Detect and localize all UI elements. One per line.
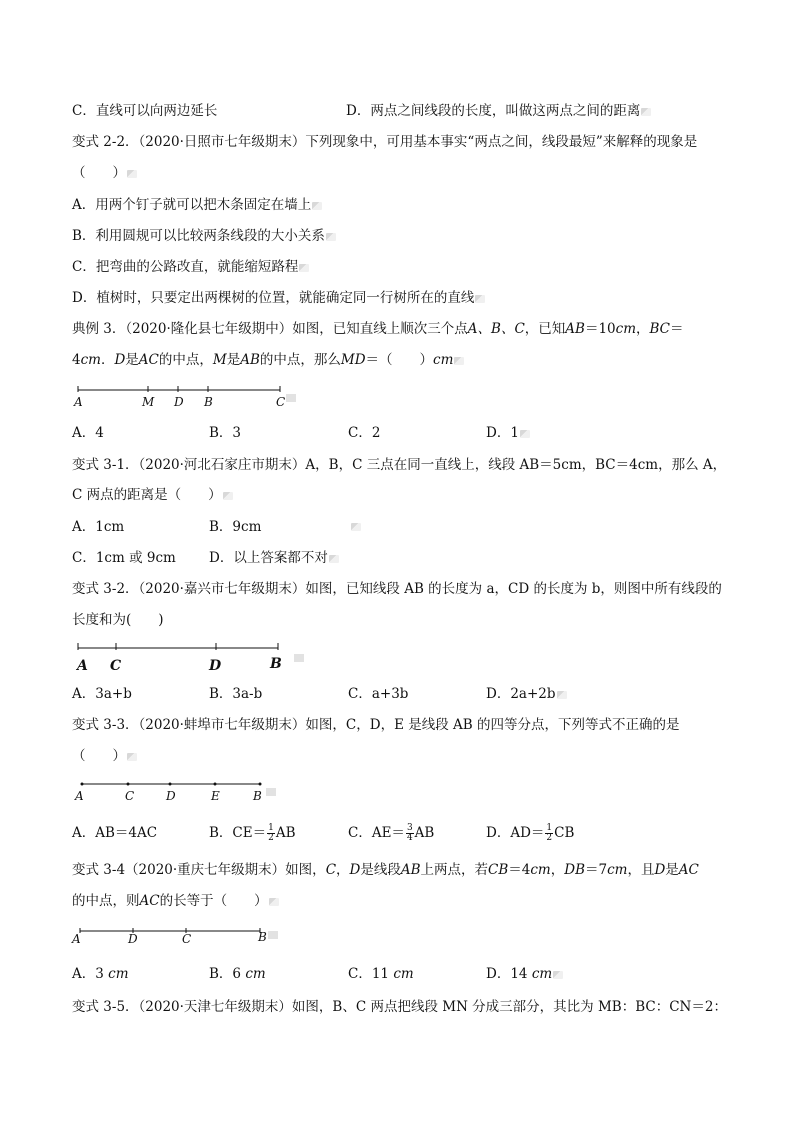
label-d: D (209, 658, 222, 674)
q33-stem-line1: 变式 3-3．（2020·蚌埠市七年级期末）如图，C，D，E 是线段 AB 的四等分点，下列等式不正确的是 (72, 717, 680, 733)
point-e (214, 783, 217, 786)
q32-figure (72, 640, 312, 674)
paragraph-mark-icon (223, 492, 233, 500)
q34-option-b: B．6 cm (209, 966, 266, 982)
q34-segment-diagram (72, 925, 292, 947)
q34-option-c: C．11 cm (348, 966, 414, 982)
label-d: D (166, 789, 176, 803)
paragraph-mark-icon (557, 691, 567, 699)
ex3-stem-line1: 典例 3．（2020·隆化县七年级期中）如图，已知直线上顺次三个点A、B、C，已知AB＝10cm，BC＝ (72, 321, 684, 337)
q33-stem-line2: （ ） (72, 747, 137, 765)
label-a: A (75, 789, 84, 803)
q33-option-d: D．AD＝ $\frac{1}{2}$ CB (486, 823, 575, 843)
q32-option-a: A．3a+b (72, 686, 132, 702)
point-b (259, 783, 262, 786)
label-a: A (74, 395, 83, 409)
label-a: A (72, 932, 81, 946)
point-c (127, 783, 130, 786)
q32-segment-diagram (72, 640, 312, 674)
label-c: C (276, 395, 286, 409)
q31-stem-line1: 变式 3-1．（2020·河北石家庄市期末）A，B，C 三点在同一直线上，线段 AB＝5cm，BC＝4cm，那么 A， (72, 457, 727, 473)
q22-option-a: A．用两个钉子就可以把木条固定在墙上 (72, 196, 322, 214)
label-c: C (125, 789, 135, 803)
label-m: M (142, 395, 155, 409)
paragraph-mark-icon (286, 394, 296, 402)
q33-option-b: B．CE＝ $\frac{1}{2}$ AB (209, 823, 296, 843)
paragraph-mark-icon (641, 108, 651, 116)
q22-option-d: D．植树时，只要定出两棵树的位置，就能确定同一行树所在的直线 (72, 289, 485, 307)
q33-option-c: C．AE＝ $\frac{3}{4}$ AB (348, 823, 435, 843)
paragraph-mark-icon (312, 202, 322, 210)
q34-option-a: A．3 cm (72, 966, 129, 982)
q35-stem-line1: 变式 3-5．（2020·天津七年级期末）如图，B、C 两点把线段 MN 分成三部分，其比为 MB：BC：CN＝2： (72, 999, 727, 1015)
ex3-option-d: D．1 (486, 424, 530, 442)
q31-stem-line2: C 两点的距离是（ ） (72, 486, 233, 504)
q34-option-d: D．14 cm (486, 965, 563, 983)
paragraph-mark-icon (127, 753, 137, 761)
paragraph-mark-icon (127, 170, 137, 178)
fraction: $\frac{1}{2}$ (546, 823, 553, 843)
label-d: D (128, 932, 138, 946)
q22-option-c: C．把弯曲的公路改直，就能缩短路程 (72, 258, 309, 276)
q34-stem-line2: 的中点，则AC的长等于（ ） (72, 892, 279, 910)
q34-stem-line1: 变式 3-4（2020·重庆七年级期末）如图，C，D是线段AB上两点，若CB＝4cm，DB＝7cm，且D是AC (72, 862, 699, 878)
q33-segment-diagram (72, 778, 282, 804)
label-a: A (77, 658, 88, 674)
label-e: E (211, 789, 220, 803)
paragraph-mark-icon (294, 654, 304, 662)
paragraph-mark-icon (326, 233, 336, 241)
paragraph-mark-icon (269, 898, 279, 906)
ex3-option-a: A．4 (72, 425, 104, 441)
label-b: B (204, 395, 213, 409)
ex3-option-c: C．2 (348, 425, 381, 441)
label-b: B (258, 930, 267, 944)
q22-stem-line1: 变式 2-2．（2020·日照市七年级期末）下列现象中，可用基本事实“两点之间，线段最短”来解释的现象是 (72, 134, 698, 150)
paragraph-mark-icon (266, 788, 276, 796)
fraction: $\frac{1}{2}$ (268, 823, 274, 843)
ex3-option-b: B．3 (209, 425, 242, 441)
q31-option-b: B．9cm (209, 519, 262, 535)
option-d: D．两点之间线段的长度，叫做这两点之间的距离 (346, 102, 651, 120)
label-d: D (174, 395, 184, 409)
q33-figure (72, 778, 282, 804)
q22-option-b: B．利用圆规可以比较两条线段的大小关系 (72, 227, 336, 245)
q32-option-d: D．2a+2b (486, 685, 567, 703)
q32-option-b: B．3a-b (209, 686, 263, 702)
paragraph-mark-icon (351, 523, 361, 531)
ex3-figure (72, 384, 302, 410)
fraction: $\frac{3}{4}$ (406, 823, 413, 843)
ex3-segment-diagram (72, 384, 302, 410)
q33-option-a: A．AB＝4AC (72, 825, 158, 841)
q22-stem-line2: （ ） (72, 164, 137, 182)
label-c: C (182, 932, 192, 946)
point-a (81, 783, 84, 786)
paragraph-mark-icon (329, 555, 339, 563)
q32-option-c: C．a+3b (348, 686, 409, 702)
ex3-stem-line2: 4cm．D是AC的中点，M是AB的中点，那么MD＝（ ）cm (72, 351, 464, 369)
paragraph-mark-icon (520, 430, 530, 438)
option-c: C．直线可以向两边延长 (72, 103, 218, 119)
q32-stem-line2: 长度和为( ) (72, 612, 164, 628)
label-c: C (110, 658, 122, 674)
point-d (169, 783, 172, 786)
paragraph-mark-icon (475, 295, 485, 303)
label-b: B (270, 656, 282, 672)
label-b: B (253, 789, 262, 803)
paragraph-mark-icon (454, 357, 464, 365)
q31-option-c: C．1cm 或 9cm (72, 550, 176, 566)
q32-stem-line1: 变式 3-2．（2020·嘉兴市七年级期末）如图，已知线段 AB 的长度为 a，CD 的长度为 b，则图中所有线段的 (72, 581, 722, 597)
paragraph-mark-icon (268, 931, 278, 939)
q31-option-d: D．以上答案都不对 (209, 549, 339, 567)
paragraph-mark-icon (553, 971, 563, 979)
q34-figure (72, 925, 292, 947)
paragraph-mark-icon (299, 264, 309, 272)
q31-option-a: A．1cm (72, 519, 125, 535)
